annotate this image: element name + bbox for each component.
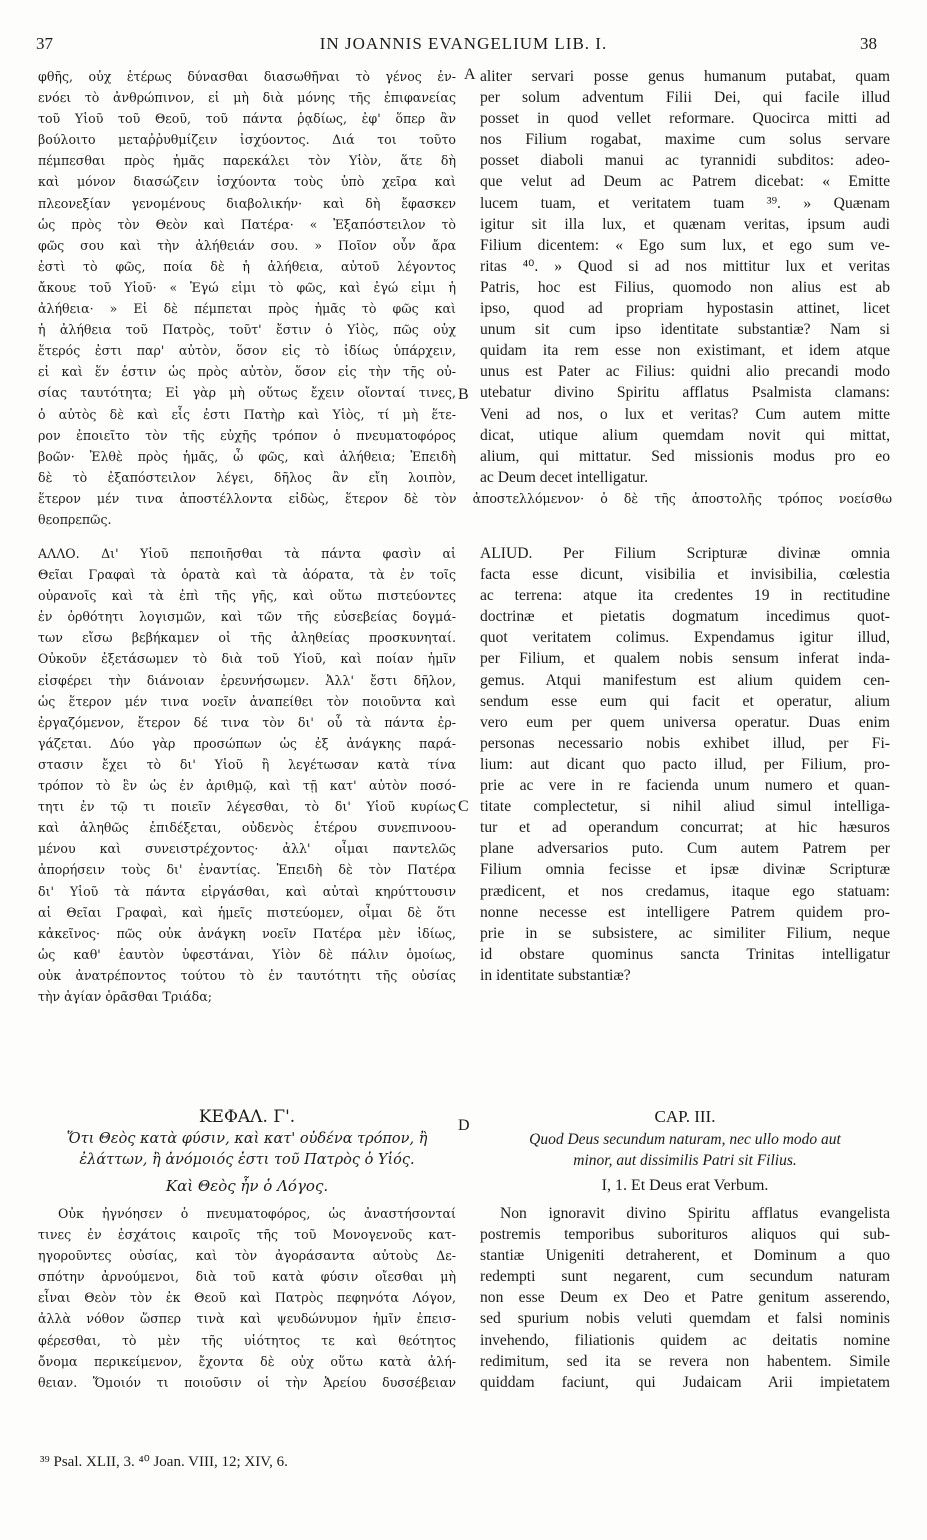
latin-line: id obstare quominus sancta Trinitas intelligatur <box>480 945 890 963</box>
latin-line: ritas ⁴⁰. » Quod si ad nos mittitur lux et veritas <box>480 257 890 275</box>
greek-line: εἰσφέρει τὴν διάνοιαν ἐρευνήσωμεν. Ἀλλ' ἔστι δῆλον, <box>38 672 456 688</box>
latin-line: quiddam faciunt, qui Judaicam Arii impietatem <box>480 1373 890 1391</box>
latin-line: postremis temporibus suborituros aliquos qui sub- <box>480 1226 890 1244</box>
latin-line: titate complectetur, si nihil aliud simul intelliga- <box>480 798 890 816</box>
latin-line: stantiæ Unigeniti detraherent, et Dominum a quo <box>480 1247 890 1265</box>
greek-line: γάζεται. Δύο γὰρ προσώπων ὡς ἐξ ἀνάγκης παρά- <box>38 735 456 751</box>
latin-line: tur et ad operandum concurrat; at hic hæsuros <box>480 819 890 837</box>
greek-line: πλεονεξίαν γενομένους διαβολικήν· καὶ δὴ ἔφασκεν <box>38 195 456 211</box>
greek-line: τινες ἐν ἐσχάτοις καιροῖς τῆς τοῦ Μονογενοῦς κατ- <box>38 1227 456 1243</box>
latin-line: ac terrena: atque ita credentes 19 in rectitudine <box>480 587 890 605</box>
page-number-right: 38 <box>860 34 877 53</box>
margin-marker-c: C <box>458 798 469 815</box>
greek-line: βοῶν· Ἐλθὲ πρὸς ἡμᾶς, ὦ φῶς, καὶ ἀλήθεια; Ἐπειδὴ <box>38 448 456 464</box>
greek-line: τητι ἐν τῷ τι ποιεῖν λέγεσθαι, τὸ δι' Υἱοῦ κυρίως <box>38 799 456 815</box>
greek-line: ἄκουε τοῦ Υἱοῦ· « Ἐγώ εἰμι τὸ φῶς, καὶ ἐγώ εἰμι ἡ <box>38 279 456 295</box>
greek-line: των εἴσω βεβήκαμεν οἱ τῆς ἀληθείας προσκυνηταί. <box>38 630 456 646</box>
full-width-line <box>38 488 892 530</box>
greek-line: ηγοροῦντες οὐσίας, καὶ τὸν ἀγοράσαντα αὐτοὺς Δε- <box>38 1248 456 1264</box>
greek-line: φθῆς, οὐχ ἑτέρως δύνασθαι διασωθῆναι τὸ γένος ἐν- <box>38 69 456 84</box>
latin-line: ipso, quod ad propriam hypostasin attinet, licet <box>480 300 890 318</box>
page-number-left: 37 <box>36 34 53 53</box>
greek-chapter-subtitle-1: Ὅτι Θεὸς κατὰ φύσιν, καὶ κατ' οὐδένα τρόπον, ἢ <box>66 1131 428 1147</box>
latin-line: prie in se subsistere, ac similiter Filium, neque <box>480 924 890 942</box>
latin-line: doctrinæ et pietatis dogmatum incedimus quot- <box>480 608 890 626</box>
greek-line: ἐστὶ τὸ φῶς, ποία δὲ ἡ ἀλήθεια, αὐτοῦ λέγοντος <box>38 258 456 274</box>
greek-line: στασιν ἔχει τὸ δι' Υἱοῦ ἢ λεγέτωσαν κατὰ τίνα <box>38 756 456 772</box>
footnote: ³⁹ Psal. XLII, 3. ⁴⁰ Joan. VIII, 12; XIV, 6. <box>40 1454 288 1470</box>
latin-column-top <box>480 66 890 488</box>
greek-line: ὡς καθ' ἑαυτὸν ὑφεστάναι, Υἱὸν δὲ πάλιν ὁμοίως, <box>38 946 456 962</box>
latin-line: Non ignoravit divino Spiritu afflatus evangelista <box>500 1205 890 1222</box>
latin-line: ac Deum decet intelligatur. <box>480 468 648 486</box>
latin-line: quidam ita rem esse non existimant, et idem atque <box>480 342 890 360</box>
greek-column-top <box>38 66 456 488</box>
greek-line: σπότην ἀρνούμενοι, διὰ τοῦ κατὰ φύσιν οἴεσθαι μὴ <box>38 1269 456 1285</box>
latin-line: gemus. Atqui manifestum est alium quidem cen- <box>480 671 890 689</box>
latin-line: plane adversarios puto. Cum autem Patrem per <box>480 840 890 858</box>
greek-line: θειαν. Ὅμοιόν τι ποιοῦσιν οἱ τὴν Ἀρείου δυσσέβειαν <box>38 1374 456 1390</box>
greek-line: τρόπον τὸ ἓν ὡς ἐν ἀριθμῷ, καὶ τῇ κατ' αὐτὸν ποσό- <box>38 778 456 794</box>
greek-line: δι' Υἱοῦ τὰ πάντα εἰργάσθαι, καὶ αὐταὶ κηρύττουσιν <box>38 883 456 899</box>
greek-line: τοῦ Υἱοῦ τοῦ Θεοῦ, τοῦ πάντα ῥᾳδίως, ἐφ' ὅπερ ἂν <box>38 111 456 127</box>
wide-line: ἕτερον μέν τινα ἀποστέλλοντα εἰδὼς, ἕτερον δὲ τὸν ἀποστελλόμενον· ὁ δὲ τῆς ἀποστολῆς τρόπος νοείσθω <box>38 491 892 506</box>
greek-line: πέμπεσθαι πρὸς ἡμᾶς παρεκάλει τὸν Υἱὸν, ἅτε δὴ <box>38 153 456 169</box>
latin-line: dicat, utique alium quemdam novit qui mittat, <box>480 426 890 444</box>
latin-line: posset in quod vellet reformare. Quocirca mitti ad <box>480 110 890 128</box>
greek-line: Οὐκ ἠγνόησεν ὁ πνευματοφόρος, ὡς ἀναστήσονταί <box>58 1206 456 1221</box>
latin-line: redempti sunt negarent, cum secundum naturam <box>480 1268 890 1286</box>
latin-line: Filium omnia fecisse et ipsæ divinæ Scripturæ <box>480 861 890 879</box>
greek-line: κἀκεῖνος· πῶς οὐκ ἀνάγκη νοεῖν Πατέρα μὲν ἰδίως, <box>38 925 456 941</box>
latin-verse-heading: I, 1. Et Deus erat Verbum. <box>601 1177 769 1194</box>
latin-chapter-text <box>480 1203 890 1393</box>
latin-line: prie ac vere in re facienda unum numero et quan- <box>480 777 890 795</box>
latin-line: nonne necesse est intelligere Patrem quidem pro- <box>480 903 890 921</box>
greek-line: ρον ἐποιεῖτο τὸν τῆς εὐχῆς τρόπον ὁ πνευματοφόρος <box>38 427 456 443</box>
greek-line: ἐργαζόμενον, ἕτερον δέ τινα τὸν δι' οὗ τὰ πάντα ἐρ- <box>38 714 456 730</box>
latin-line: redimitum, sed ita se revera non habentem. Simile <box>480 1352 890 1370</box>
latin-line: prædicent, et nos credamus, itaque ego statuam: <box>480 882 890 900</box>
margin-marker-b: B <box>458 386 469 403</box>
greek-line: φέρεσθαι, τὸ μὲν τῆς υἱότητος τε καὶ θεότητος <box>38 1332 456 1348</box>
greek-line: καὶ μόνον διασώζειν ἰσχύοντα τοὺς ὑπὸ χεῖρα καὶ <box>38 174 456 190</box>
latin-line: que velut ad Deum ac Patrem dicebat: « Emitte <box>480 173 890 191</box>
greek-line: οὐκ ἀνατρέποντος τούτου τὸ ἐν ταυτότητι τῆς οὐσίας <box>38 967 456 983</box>
latin-line: non esse Deum ex Deo et Patre genitum asserendo, <box>480 1289 890 1307</box>
greek-line: εἰ καὶ ἕν ἐστιν ὡς πρὸς αὐτὸν, ὅσον εἰς τὴν τῆς οὐ- <box>38 364 456 380</box>
latin-line: unum sit cum ipso identitate substantiæ? Nam si <box>480 321 890 339</box>
greek-line: βούλοιτο μεταῤῥυθμίζειν ἰσχύοντος. Διά τοι τοῦτο <box>38 132 456 148</box>
greek-line: ἀλλὰ νόθον ὥσπερ τινὰ καὶ ψευδώνυμον ἡμῖν ἐπεισ- <box>38 1311 456 1327</box>
latin-line: igitur sit illa lux, et quænam veritas, ipsum audi <box>480 215 890 233</box>
latin-line: per solum adventum Filii Dei, qui facile illud <box>480 89 890 107</box>
latin-line: personas necessario nobis exhibet illud, per Fi- <box>480 734 890 752</box>
greek-line: ἀλήθεια· » Εἰ δὲ πέμπεται πρὸς ἡμᾶς τὸ φῶς καὶ <box>38 301 456 317</box>
greek-line: ἀπορήσειν τοὺς δι' ἐναντίας. Ἐπειδὴ δὲ τὸν Πατέρα <box>38 862 456 878</box>
greek-line: θεοπρεπῶς. <box>38 512 112 528</box>
latin-line: nos Filium rogabat, maxime cum solus servare <box>480 131 890 149</box>
greek-line: ἡ ἀλήθεια τοῦ Πατρὸς, τοῦτ' ἔστιν ὁ Υἱὸς, πῶς οὐχ <box>38 322 456 338</box>
latin-line: Patris, hoc est Filius, quomodo non alius est ab <box>480 278 890 296</box>
latin-line: facta esse dicunt, visibilia et invisibilia, cœlestia <box>480 566 890 584</box>
latin-line: alium, qui mittatur. Sed missionis modus pro eo <box>480 447 890 465</box>
latin-line: lucem tuam, et veritatem tuam ³⁹. » Quænam <box>480 194 890 212</box>
greek-line: φῶς σου καὶ τὴν ἀλήθειάν σου. » Ποῖον οὖν ἄρα <box>38 237 456 253</box>
latin-column-middle <box>480 543 890 986</box>
greek-line: ενόει τὸ ἀνθρώπινον, εἰ μὴ διὰ μόνης τῆς ἐπιφανείας <box>38 90 456 106</box>
latin-chapter-subtitle-2: minor, aut dissimilis Patri sit Filius. <box>573 1152 797 1169</box>
greek-line: ὁ αὐτὸς δὲ καὶ εἷς ἐστι Πατὴρ καὶ Υἱὸς, τί μὴ ἕτε- <box>38 406 456 422</box>
greek-chapter-text <box>38 1203 456 1393</box>
latin-line: sendum esse eum qui facit et operatur, alium <box>480 692 890 710</box>
margin-marker-a: A <box>464 66 476 83</box>
greek-line: δὲ τὸ ἐξαπόστειλον λέγει, δῆλος ἂν εἴη λοιπὸν, <box>38 469 456 485</box>
latin-line: per Filium, et qualem nobis sensum inferat inda- <box>480 650 890 668</box>
greek-line: ὡς ἕτερον μέν τινα νοεῖν ἀναπείθει τὸν ποιοῦντα καὶ <box>38 693 456 709</box>
latin-line: sed spurium nobis veluti quemdam et falsi nominis <box>480 1310 890 1328</box>
latin-line: posset diaboli manui ac tyrannidi subditos: adeo- <box>480 152 890 170</box>
latin-line: vero eum per quem universa operatur. Duas enim <box>480 713 890 731</box>
latin-line: lium: aut dicant quo pacto illud, per Filium, pro- <box>480 755 890 773</box>
latin-line: Veni ad nos, o lux et veritas? Cum autem mitte <box>480 405 890 423</box>
greek-line: τὴν ἁγίαν ὁρᾶσθαι Τριάδα; <box>38 988 212 1004</box>
greek-line: Οὐκοῦν ἐξετάσωμεν τὸ διὰ τοῦ Υἱοῦ, καὶ ποίαν ἡμῖν <box>38 651 456 667</box>
greek-line: μένου καὶ συνειστρέχοντος· ἀλλ' οἶμαι παντελῶς <box>38 841 456 857</box>
latin-chapter-heading: CAP. III. <box>654 1107 716 1126</box>
greek-line: καὶ ἀληθῶς ἐπιδέξεται, οὐδενὸς ἑτέρου συνεπινοου- <box>38 820 456 836</box>
greek-line: ἕτερός ἐστι παρ' αὐτὸν, ὅσον εἰς τὸ ἰδίως ὑπάρχειν, <box>38 343 456 359</box>
greek-line: ὄνομα περικείμενον, ἔχοντα δὲ οὐχ οὕτω κατὰ ἀλή- <box>38 1353 456 1369</box>
running-title: IN JOANNIS EVANGELIUM LIB. I. <box>319 34 608 53</box>
greek-column-middle <box>38 543 456 1007</box>
greek-verse-heading: Καὶ Θεὸς ἦν ὁ Λόγος. <box>165 1177 329 1195</box>
latin-line: ALIUD. Per Filium Scripturæ divinæ omnia <box>480 545 890 562</box>
latin-line: unus est Pater ac Filius: quidni alio precandi modo <box>480 363 890 381</box>
greek-line: ὡς πρὸς τὸν Θεὸν καὶ Πατέρα· « Ἐξαπόστειλον τὸ <box>38 216 456 232</box>
latin-line: Filium dicentem: « Ego sum lux, et ego sum ve- <box>480 236 890 254</box>
latin-line: aliter servari posse genus humanum putabat, quam <box>480 68 890 85</box>
greek-line: οὐρανοῖς καὶ τὰ ἐπὶ τῆς γῆς, καὶ οὕτω πιστεύοντες <box>38 588 456 604</box>
greek-chapter-subtitle-2: ἐλάττων, ἢ ἀνόμοιός ἐστι τοῦ Πατρὸς ὁ Υἱός. <box>79 1152 415 1168</box>
margin-marker-d: D <box>458 1117 470 1134</box>
greek-chapter-heading: ΚΕΦΑΛ. Γ'. <box>198 1107 296 1127</box>
greek-line: Θεῖαι Γραφαὶ τὰ ὁρατὰ καὶ τὰ ἀόρατα, τὰ ἐν τοῖς <box>38 567 456 583</box>
greek-line: εἶναι Θεὸν τὸν ἐκ Θεοῦ καὶ Πατρὸς πεφηνότα Λόγον, <box>38 1290 456 1306</box>
latin-line: in identitate substantiæ? <box>480 966 631 984</box>
running-header <box>0 34 927 58</box>
greek-line: σίας ταυτότητα; Εἰ γὰρ μὴ οὕτως ἔχειν οἴονταί τινες, <box>38 385 456 401</box>
latin-line: invehendo, filiationis quidem ac deitatis nomine <box>480 1331 890 1349</box>
greek-line: ΑΛΛΟ. Δι' Υἱοῦ πεποιῆσθαι τὰ πάντα φασὶν αἱ <box>38 546 456 561</box>
latin-line: utebatur divino Spiritu afflatus Psalmista clamans: <box>480 384 890 402</box>
greek-line: ἐν ὀρθότητι λογισμῶν, καὶ τῶν τῆς εὐσεβείας δογμά- <box>38 609 456 625</box>
latin-line: quot veritatem colimus. Expendamus igitur illud, <box>480 629 890 647</box>
latin-chapter-subtitle-1: Quod Deus secundum naturam, nec ullo modo aut <box>529 1131 841 1148</box>
greek-line: αἱ Θεῖαι Γραφαὶ, καὶ ἡμεῖς πιστεύομεν, οἶμαι δὲ ὅτι <box>38 904 456 920</box>
